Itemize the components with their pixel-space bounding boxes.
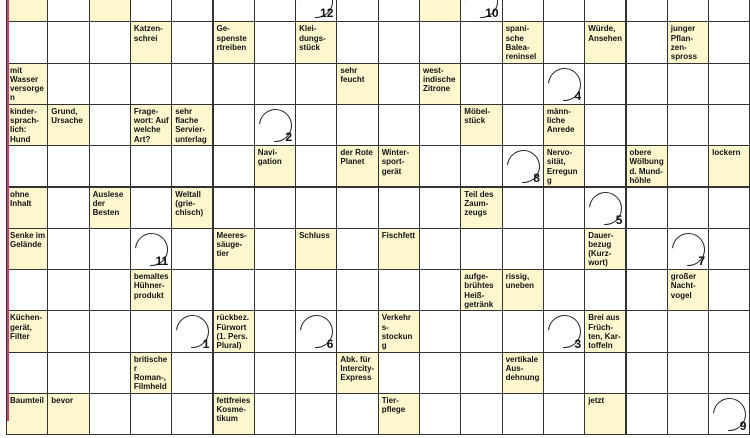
clue-text: bemaltes Hühnerprodukt [133, 272, 169, 300]
clue-cell [213, 21, 255, 63]
clue-cell [171, 187, 213, 229]
clue-cell [336, 145, 378, 187]
solution-number: 5 [615, 212, 623, 227]
answer-cell[interactable] [584, 63, 626, 105]
clue-cell [626, 145, 668, 187]
clue-text: mit Wasser versorgen [10, 65, 44, 103]
answer-cell[interactable] [584, 104, 626, 146]
solution-number: 8 [533, 171, 540, 186]
clue-cell [295, 228, 337, 270]
answer-cell[interactable] [295, 269, 337, 311]
clue-text: Kleidungsstück [299, 24, 326, 52]
answer-cell[interactable] [502, 145, 544, 187]
answer-cell[interactable] [584, 269, 626, 311]
answer-cell[interactable] [171, 21, 213, 63]
clue-cell [584, 228, 626, 270]
answer-cell[interactable] [667, 145, 709, 187]
answer-cell[interactable] [89, 269, 131, 311]
solution-number: 4 [574, 88, 582, 103]
clue-text: Schluss [299, 230, 330, 240]
answer-cell[interactable] [502, 104, 544, 146]
answer-cell[interactable] [378, 21, 420, 63]
clue-text: Tierpflege [381, 396, 406, 415]
answer-cell[interactable] [378, 63, 420, 105]
answer-cell[interactable] [543, 63, 585, 105]
answer-cell[interactable] [47, 21, 89, 63]
clue-cell [502, 269, 544, 311]
clue-text: spanische Baleareninsel [505, 24, 537, 61]
clue-cell [89, 187, 131, 229]
answer-cell[interactable] [47, 145, 89, 187]
answer-cell[interactable] [667, 393, 709, 435]
answer-cell[interactable] [89, 145, 131, 187]
clue-cell [213, 310, 255, 352]
answer-cell[interactable] [419, 145, 461, 187]
answer-cell[interactable] [213, 269, 255, 311]
clue-cell [130, 104, 172, 146]
clue-text: obere Wölbung d. Mundhöhle [629, 148, 664, 185]
clue-cell [6, 0, 48, 22]
answer-cell[interactable] [708, 21, 750, 63]
answer-cell[interactable] [47, 63, 89, 105]
answer-cell[interactable] [336, 104, 378, 146]
clue-cell [584, 393, 626, 435]
clue-text: ohne Inhalt [10, 189, 32, 208]
clue-cell [378, 393, 420, 435]
answer-cell[interactable] [89, 310, 131, 352]
clue-text: Grund, Ursache [51, 106, 83, 126]
solution-number: 9 [739, 419, 747, 434]
solution-number: 3 [574, 336, 582, 351]
clue-cell [502, 352, 544, 394]
answer-cell[interactable] [254, 310, 296, 352]
answer-cell[interactable] [6, 145, 48, 187]
clue-text: Verkehrsstockung [381, 313, 413, 350]
clue-text: Gespenstertreiben [216, 24, 247, 52]
clue-text: Fischfett [381, 230, 416, 240]
answer-cell[interactable] [254, 269, 296, 311]
answer-cell[interactable] [295, 352, 337, 394]
answer-cell[interactable] [460, 228, 502, 270]
answer-cell[interactable] [213, 352, 255, 394]
answer-cell[interactable] [47, 228, 89, 270]
answer-cell[interactable] [378, 187, 420, 229]
clue-cell [130, 21, 172, 63]
answer-cell[interactable] [213, 0, 255, 22]
answer-cell[interactable] [254, 63, 296, 105]
answer-cell[interactable] [171, 352, 213, 394]
solution-number: 2 [285, 130, 293, 145]
clue-text: Katzenschrei [133, 24, 163, 43]
answer-cell[interactable] [626, 21, 668, 63]
answer-cell[interactable] [708, 63, 750, 105]
answer-cell[interactable] [419, 187, 461, 229]
answer-cell[interactable] [626, 269, 668, 311]
clue-cell [6, 187, 48, 229]
clue-cell [708, 145, 750, 187]
answer-cell[interactable] [130, 187, 172, 229]
answer-cell[interactable] [378, 352, 420, 394]
clue-text: Meeressäugetier [216, 230, 247, 259]
answer-cell[interactable] [89, 21, 131, 63]
clue-cell [213, 228, 255, 270]
answer-cell[interactable] [708, 310, 750, 352]
clue-cell [502, 21, 544, 63]
answer-cell[interactable] [626, 310, 668, 352]
answer-cell[interactable] [626, 393, 668, 435]
solution-number: 1 [202, 336, 210, 351]
answer-cell[interactable] [419, 352, 461, 394]
answer-cell[interactable] [171, 63, 213, 105]
answer-cell[interactable] [130, 310, 172, 352]
answer-cell[interactable] [708, 187, 750, 229]
answer-cell[interactable] [626, 63, 668, 105]
clue-text: rissig, uneben [505, 272, 535, 291]
answer-cell[interactable] [295, 310, 337, 352]
clue-cell [667, 269, 709, 311]
answer-cell[interactable] [89, 228, 131, 270]
clue-cell [584, 310, 626, 352]
answer-cell[interactable] [419, 269, 461, 311]
answer-cell[interactable] [460, 21, 502, 63]
answer-cell[interactable] [419, 393, 461, 435]
clue-text: lockern [712, 148, 741, 158]
clue-cell [171, 104, 213, 146]
answer-cell[interactable] [584, 187, 626, 229]
answer-cell[interactable] [47, 0, 89, 22]
clue-cell [6, 63, 48, 105]
clue-text: jetzt [588, 396, 605, 405]
answer-cell[interactable] [254, 393, 296, 435]
solution-number: 11 [155, 254, 169, 269]
answer-cell[interactable] [336, 269, 378, 311]
clue-text: sehr flache Servierunterlag [175, 106, 207, 144]
answer-cell[interactable] [708, 0, 750, 22]
answer-cell[interactable] [667, 104, 709, 146]
clue-text: Navigation [257, 148, 282, 167]
clue-cell [47, 393, 89, 435]
answer-cell[interactable] [502, 0, 544, 22]
clue-text [7, 0, 47, 1]
answer-cell[interactable] [295, 187, 337, 229]
clue-text: Möbelstück [464, 106, 491, 126]
answer-cell[interactable] [213, 145, 255, 187]
answer-cell[interactable] [419, 104, 461, 146]
answer-cell[interactable] [213, 104, 255, 146]
answer-cell[interactable] [419, 228, 461, 270]
answer-cell[interactable] [378, 104, 420, 146]
answer-cell[interactable] [130, 228, 172, 270]
solution-number: 7 [698, 254, 706, 269]
clue-cell [213, 393, 255, 435]
answer-cell[interactable] [502, 310, 544, 352]
clue-text: Würde, Ansehen [588, 24, 622, 43]
answer-cell[interactable] [295, 0, 337, 22]
clue-text: Dauerbezug (Kurzwort) [588, 230, 614, 268]
answer-cell[interactable] [213, 187, 255, 229]
solution-number: 12 [320, 6, 334, 21]
answer-cell[interactable] [89, 352, 131, 394]
answer-cell[interactable] [378, 0, 420, 22]
clue-cell [6, 104, 48, 146]
clue-text: rückbez. Fürwort (1. Pers. Plural) [216, 313, 249, 350]
clue-cell [667, 21, 709, 63]
clue-text: der Rote Planet [340, 148, 373, 167]
answer-cell[interactable] [708, 228, 750, 270]
margin-line [7, 0, 9, 421]
answer-cell[interactable] [708, 393, 750, 435]
answer-cell[interactable] [460, 63, 502, 105]
clue-cell [295, 21, 337, 63]
answer-cell[interactable] [171, 269, 213, 311]
answer-cell[interactable] [47, 352, 89, 394]
answer-cell[interactable] [419, 310, 461, 352]
answer-cell[interactable] [254, 21, 296, 63]
answer-cell[interactable] [419, 21, 461, 63]
clue-cell [254, 145, 296, 187]
answer-cell[interactable] [543, 269, 585, 311]
answer-cell[interactable] [295, 63, 337, 105]
answer-cell[interactable] [460, 352, 502, 394]
answer-cell[interactable] [213, 63, 255, 105]
answer-cell[interactable] [47, 187, 89, 229]
clue-cell [6, 310, 48, 352]
answer-cell[interactable] [130, 63, 172, 105]
answer-cell[interactable] [626, 0, 668, 22]
clue-text: großer Nachtvogel [670, 272, 697, 300]
clue-text: kindersprachlich: Hund [10, 106, 39, 144]
answer-cell[interactable] [171, 393, 213, 435]
answer-cell[interactable] [130, 393, 172, 435]
clue-text: sehr feucht [340, 65, 365, 84]
clue-cell [130, 352, 172, 394]
clue-text: fettfreies Kosmetikum [216, 396, 251, 424]
clue-text: Nervosität, Erregung [546, 148, 578, 185]
answer-cell[interactable] [708, 352, 750, 394]
clue-text: junger Pflanzenspross [670, 24, 698, 61]
answer-cell[interactable] [295, 393, 337, 435]
crossword-grid [6, 0, 750, 434]
answer-cell[interactable] [626, 104, 668, 146]
clue-cell [6, 228, 48, 270]
answer-cell[interactable] [295, 104, 337, 146]
answer-cell[interactable] [295, 145, 337, 187]
clue-cell [47, 104, 89, 146]
answer-cell[interactable] [584, 352, 626, 394]
answer-cell[interactable] [47, 310, 89, 352]
answer-cell[interactable] [667, 63, 709, 105]
answer-cell[interactable] [708, 269, 750, 311]
clue-cell [460, 269, 502, 311]
clue-text: bevor [51, 396, 74, 405]
clue-cell [378, 228, 420, 270]
clue-cell [584, 21, 626, 63]
clue-cell [543, 145, 585, 187]
clue-text: Brei aus Früchten, Kartoffeln [588, 313, 621, 350]
answer-cell[interactable] [543, 21, 585, 63]
answer-cell[interactable] [171, 0, 213, 22]
answer-cell[interactable] [667, 187, 709, 229]
clue-text: aufgebrühtes Heißgetränk [464, 272, 494, 309]
clue-cell [419, 0, 461, 22]
answer-cell[interactable] [667, 0, 709, 22]
clue-text: Senke im Gelände [10, 230, 46, 249]
clue-cell [378, 310, 420, 352]
answer-cell[interactable] [460, 0, 502, 22]
answer-cell[interactable] [171, 145, 213, 187]
answer-cell[interactable] [543, 0, 585, 22]
answer-cell[interactable] [254, 0, 296, 22]
clue-cell [460, 104, 502, 146]
clue-text: Abk. für Intercity-Express [340, 354, 375, 383]
answer-cell[interactable] [626, 228, 668, 270]
answer-cell[interactable] [460, 310, 502, 352]
answer-cell[interactable] [543, 187, 585, 229]
answer-cell[interactable] [130, 145, 172, 187]
answer-cell[interactable] [626, 187, 668, 229]
clue-cell [89, 0, 131, 22]
clue-text: Teil des Zaumzeugs [464, 189, 494, 217]
clue-cell [419, 63, 461, 105]
clue-cell [543, 104, 585, 146]
answer-cell[interactable] [89, 63, 131, 105]
answer-cell[interactable] [543, 310, 585, 352]
answer-cell[interactable] [171, 310, 213, 352]
answer-cell[interactable] [6, 352, 48, 394]
clue-cell [130, 269, 172, 311]
clue-text: Auslese der Besten [92, 189, 124, 217]
answer-cell[interactable] [667, 352, 709, 394]
clue-cell [336, 63, 378, 105]
clue-cell [336, 352, 378, 394]
solution-number: 10 [485, 6, 499, 21]
answer-cell[interactable] [543, 352, 585, 394]
answer-cell[interactable] [502, 187, 544, 229]
answer-cell[interactable] [502, 228, 544, 270]
answer-cell[interactable] [543, 393, 585, 435]
solution-number: 6 [326, 336, 334, 351]
answer-cell[interactable] [254, 187, 296, 229]
answer-cell[interactable] [6, 21, 48, 63]
answer-cell[interactable] [584, 145, 626, 187]
clue-text: Weltall (griechisch) [175, 189, 204, 217]
answer-cell[interactable] [254, 352, 296, 394]
clue-text: Fragewort: Auf welche Art? [133, 106, 169, 144]
answer-cell[interactable] [378, 269, 420, 311]
clue-cell [378, 145, 420, 187]
answer-cell[interactable] [89, 393, 131, 435]
answer-cell[interactable] [460, 145, 502, 187]
clue-cell [460, 187, 502, 229]
answer-cell[interactable] [626, 352, 668, 394]
answer-cell[interactable] [708, 104, 750, 146]
answer-cell[interactable] [667, 310, 709, 352]
clue-text: vertikale Ausdehnung [505, 354, 540, 383]
answer-cell[interactable] [89, 104, 131, 146]
clue-text: Wintersportgerät [381, 148, 410, 176]
answer-cell[interactable] [502, 63, 544, 105]
clue-text: Küchengerät, Filter [10, 313, 43, 341]
clue-text: westindische Zitrone [423, 65, 456, 93]
answer-cell[interactable] [336, 187, 378, 229]
clue-cell [6, 393, 48, 435]
answer-cell[interactable] [47, 269, 89, 311]
answer-cell[interactable] [336, 0, 378, 22]
answer-cell[interactable] [336, 228, 378, 270]
clue-text: britischer Roman-, Filmheld [133, 354, 168, 392]
clue-text: Baumteil [10, 396, 44, 405]
answer-cell[interactable] [254, 228, 296, 270]
answer-cell[interactable] [336, 393, 378, 435]
answer-cell[interactable] [502, 393, 544, 435]
answer-cell[interactable] [130, 0, 172, 22]
answer-cell[interactable] [667, 228, 709, 270]
answer-cell[interactable] [543, 228, 585, 270]
answer-cell[interactable] [336, 310, 378, 352]
answer-cell[interactable] [254, 104, 296, 146]
answer-cell[interactable] [460, 393, 502, 435]
answer-cell[interactable] [336, 21, 378, 63]
clue-text: männliche Anrede [546, 106, 575, 135]
answer-cell[interactable] [584, 0, 626, 22]
answer-cell[interactable] [171, 228, 213, 270]
answer-cell[interactable] [6, 269, 48, 311]
